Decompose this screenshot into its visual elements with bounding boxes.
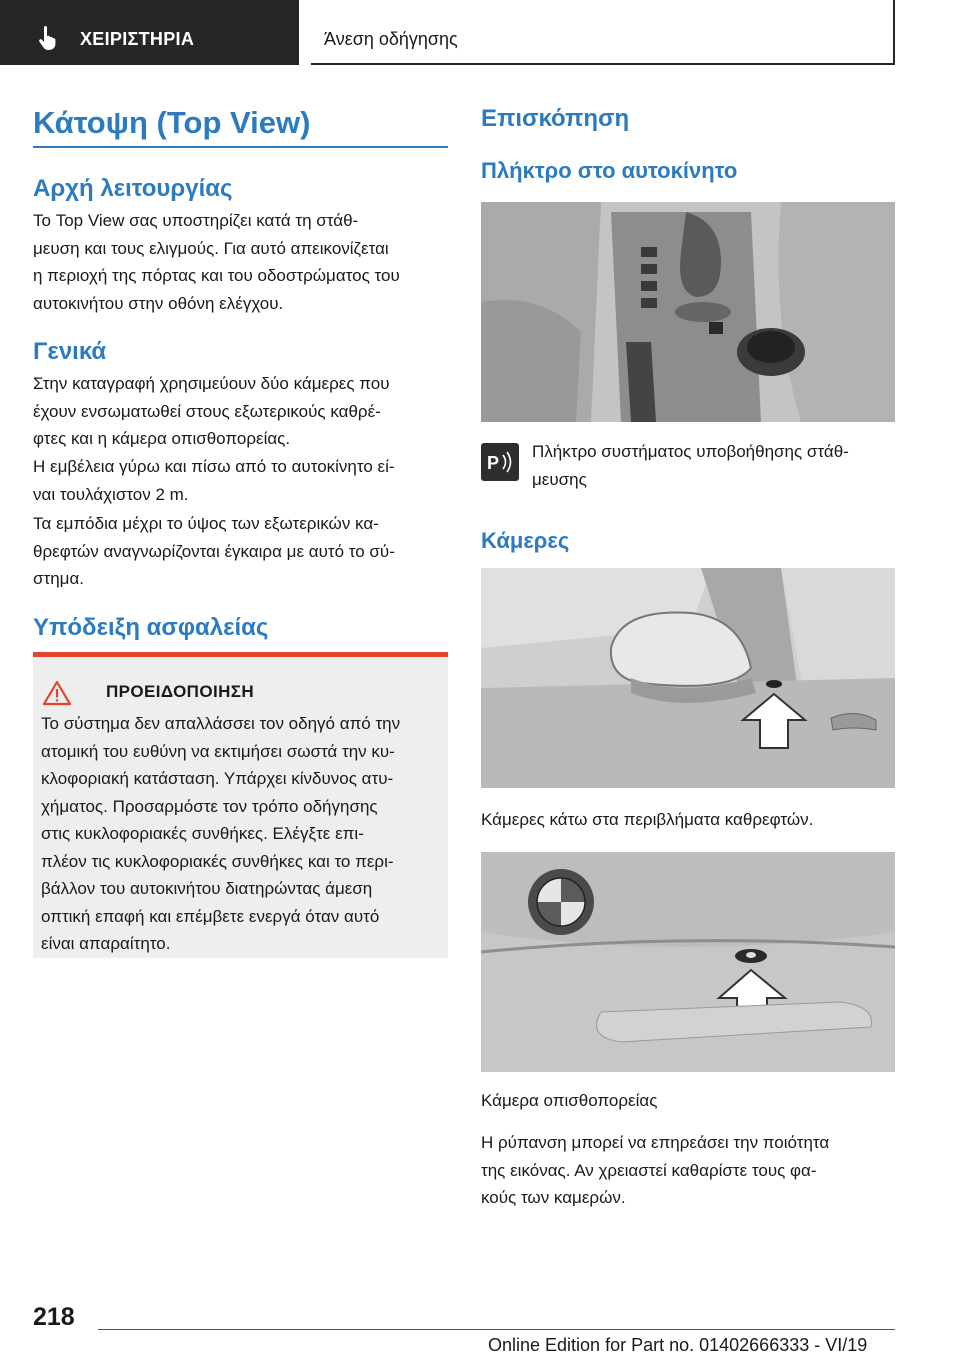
text-line: πλέον τις κυκλοφοριακές συνθήκες και το περι‐	[41, 851, 394, 871]
principle-text	[33, 207, 453, 317]
text-line: αυτοκινήτου στην οθόνη ελέγχου.	[33, 293, 284, 313]
general-para-3	[33, 510, 453, 593]
hand-pointer-icon	[38, 26, 60, 50]
text-line: έχουν ενσωματωθεί στους εξωτερικούς καθρέ‐	[33, 401, 381, 421]
general-para-1	[33, 370, 453, 453]
text-line: χήματος. Προσαρμόστε τον τρόπο οδήγησης	[41, 796, 378, 816]
text-line: θρεφτών αναγνωρίζονται έγκαιρα με αυτό το σύ‐	[33, 541, 395, 561]
text-line: Τα εμπόδια μέχρι το ύψος των εξωτερικών κα‐	[33, 514, 379, 533]
general-para-2	[33, 453, 453, 508]
text-line: Η ρύπανση μπορεί να επηρεάσει την ποιότητα	[481, 1133, 830, 1152]
page-title: Κάτοψη (Top View)	[33, 105, 311, 140]
safety-heading: Υπόδειξη ασφαλείας	[33, 614, 269, 641]
warning-box	[33, 652, 448, 958]
rear-camera-photo	[481, 852, 895, 1072]
park-assist-icon	[481, 443, 519, 481]
warning-text	[41, 710, 446, 958]
header-section-tab	[0, 0, 299, 65]
svg-text:P: P	[487, 453, 500, 473]
rear-caption: Κάμερα οπισθοπορείας	[481, 1091, 658, 1110]
text-line: Το Top View σας υποστηρίζει κατά τη στάθ‐	[33, 211, 359, 230]
header-chapter-box	[311, 0, 895, 65]
text-line: στημα.	[33, 569, 85, 588]
text-line: φτες και η κάμερα οπισθοπορείας.	[33, 429, 291, 448]
mirror-camera-photo	[481, 568, 895, 788]
text-line: είναι απαραίτητο.	[41, 934, 171, 953]
text-line: μευσης	[532, 469, 587, 489]
page-number: 218	[33, 1303, 75, 1331]
chapter-label: Άνεση οδήγησης	[324, 29, 458, 49]
text-line: Το σύστημα δεν απαλλάσσει τον οδηγό από την	[41, 714, 401, 733]
section-label: ΧΕΙΡΙΣΤΗΡΙΑ	[80, 29, 195, 49]
text-line: ατομική του ευθύνη να εκτιμήσει σωστά την κυ‐	[41, 741, 395, 761]
button-caption	[532, 438, 902, 493]
text-line: βάλλον του αυτοκινήτου διατηρώντας άμεση	[41, 879, 373, 898]
button-heading: Πλήκτρο στο αυτοκίνητο	[481, 158, 738, 183]
text-line: μευση και τους ελιγμούς. Για αυτό απεικονίζεται	[33, 238, 389, 258]
text-line: οπτική επαφή και επέμβετε ενεργά όταν αυτό	[41, 906, 380, 926]
note-text	[481, 1129, 901, 1212]
text-line: στις κυκλοφοριακές συνθήκες. Ελέγξτε επι‐	[41, 824, 364, 843]
text-line: της εικόνας. Αν χρειαστεί καθαρίστε τους φα‐	[481, 1160, 817, 1180]
warning-triangle-icon	[42, 680, 72, 706]
text-line: Η εμβέλεια γύρω και πίσω από το αυτοκίνητο εί‐	[33, 457, 395, 476]
warning-title: ΠΡΟΕΙΔΟΠΟΙΗΣΗ	[106, 682, 255, 701]
footer-rule	[98, 1329, 895, 1330]
text-line: κλοφοριακή κατάσταση. Υπάρχει κίνδυνος ατυ‐	[41, 769, 394, 788]
console-photo	[481, 202, 895, 422]
general-heading: Γενικά	[33, 338, 107, 365]
text-line: η περιοχή της πόρτας και του οδοστρώματος του	[33, 266, 400, 285]
text-line: κούς των καμερών.	[481, 1188, 626, 1207]
edition-label: Online Edition for Part no. 01402666333 - VI/19	[488, 1335, 868, 1355]
principle-heading: Αρχή λειτουργίας	[33, 175, 233, 202]
text-line: Στην καταγραφή χρησιμεύουν δύο κάμερες που	[33, 374, 390, 393]
text-line: ναι τουλάχιστον 2 m.	[33, 484, 189, 504]
text-line: Πλήκτρο συστήματος υποβοήθησης στάθ‐	[532, 442, 849, 461]
mirror-caption: Κάμερες κάτω στα περιβλήματα καθρεφτών.	[481, 810, 814, 829]
title-rule	[33, 146, 448, 148]
overview-heading: Επισκόπηση	[481, 105, 630, 132]
cameras-heading: Κάμερες	[481, 528, 570, 553]
